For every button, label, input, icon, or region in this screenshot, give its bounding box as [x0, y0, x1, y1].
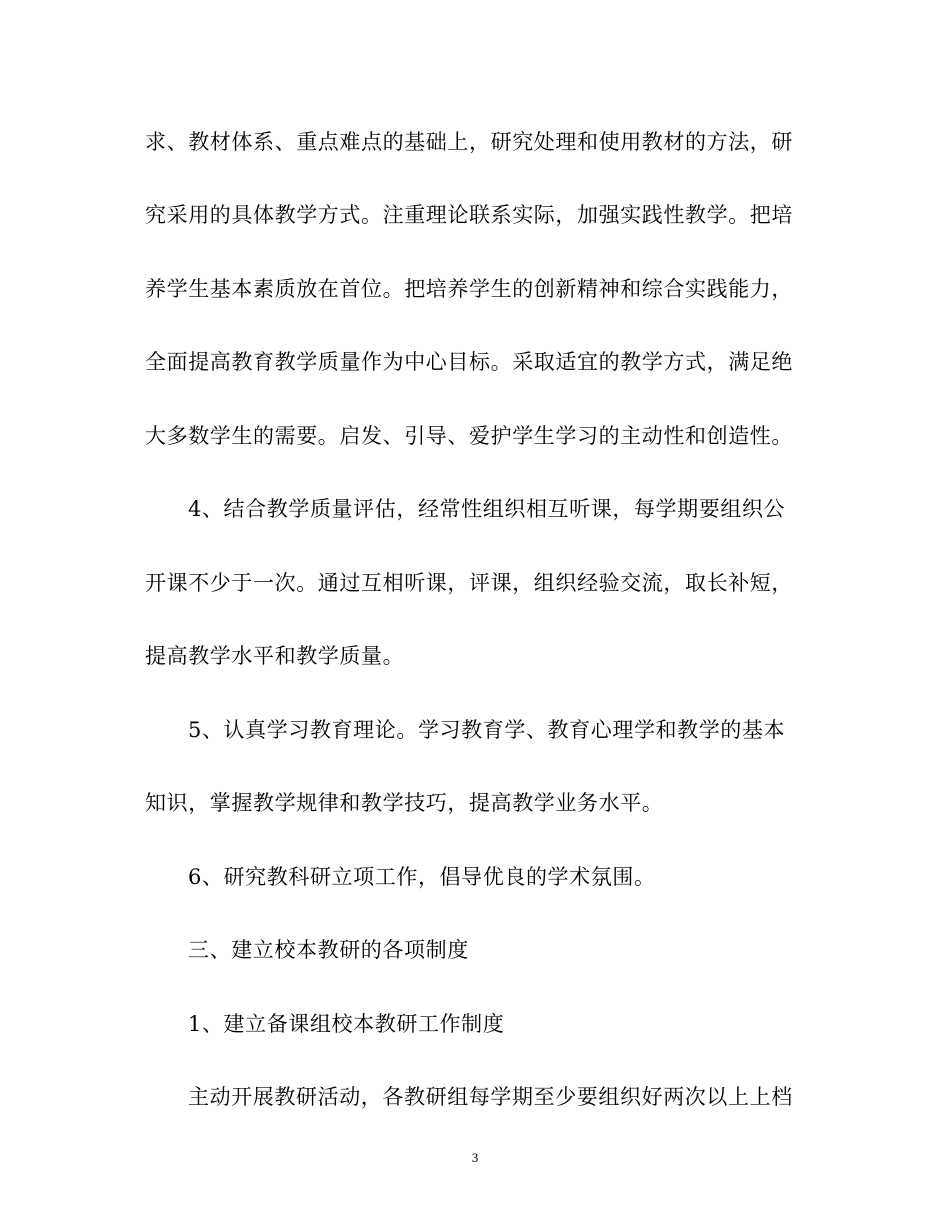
paragraph-line: 主动开展教研活动，各教研组每学期至少要组织好两次以上上档 — [188, 1085, 793, 1109]
paragraph-line: 4、结合教学质量评估，经常性组织相互听课，每学期要组织公 — [188, 497, 786, 521]
paragraph-line: 大多数学生的需要。启发、引导、爱护学生学习的主动性和创造性。 — [145, 424, 793, 448]
paragraph-line: 养学生基本素质放在首位。把培养学生的创新精神和综合实践能力， — [145, 277, 793, 301]
paragraph-line: 究采用的具体教学方式。注重理论联系实际，加强实践性教学。把培 — [145, 203, 793, 227]
section-heading: 三、建立校本教研的各项制度 — [188, 938, 469, 962]
subsection-heading: 1、建立备课组校本教研工作制度 — [188, 1012, 505, 1036]
paragraph-line: 5、认真学习教育理论。学习教育学、教育心理学和教学的基本 — [188, 718, 786, 742]
paragraph-line: 求、教材体系、重点难点的基础上，研究处理和使用教材的方法，研 — [145, 130, 793, 154]
paragraph-line: 6、研究教科研立项工作，倡导优良的学术氛围。 — [188, 865, 656, 889]
paragraph-line: 全面提高教育教学质量作为中心目标。采取适宜的教学方式，满足绝 — [145, 350, 793, 374]
paragraph-line: 开课不少于一次。通过互相听课，评课，组织经验交流，取长补短， — [145, 571, 793, 595]
page-number: 3 — [471, 1150, 479, 1165]
paragraph-line: 提高教学水平和教学质量。 — [145, 644, 405, 668]
paragraph-line: 知识，掌握教学规律和教学技巧，提高教学业务水平。 — [145, 791, 664, 815]
